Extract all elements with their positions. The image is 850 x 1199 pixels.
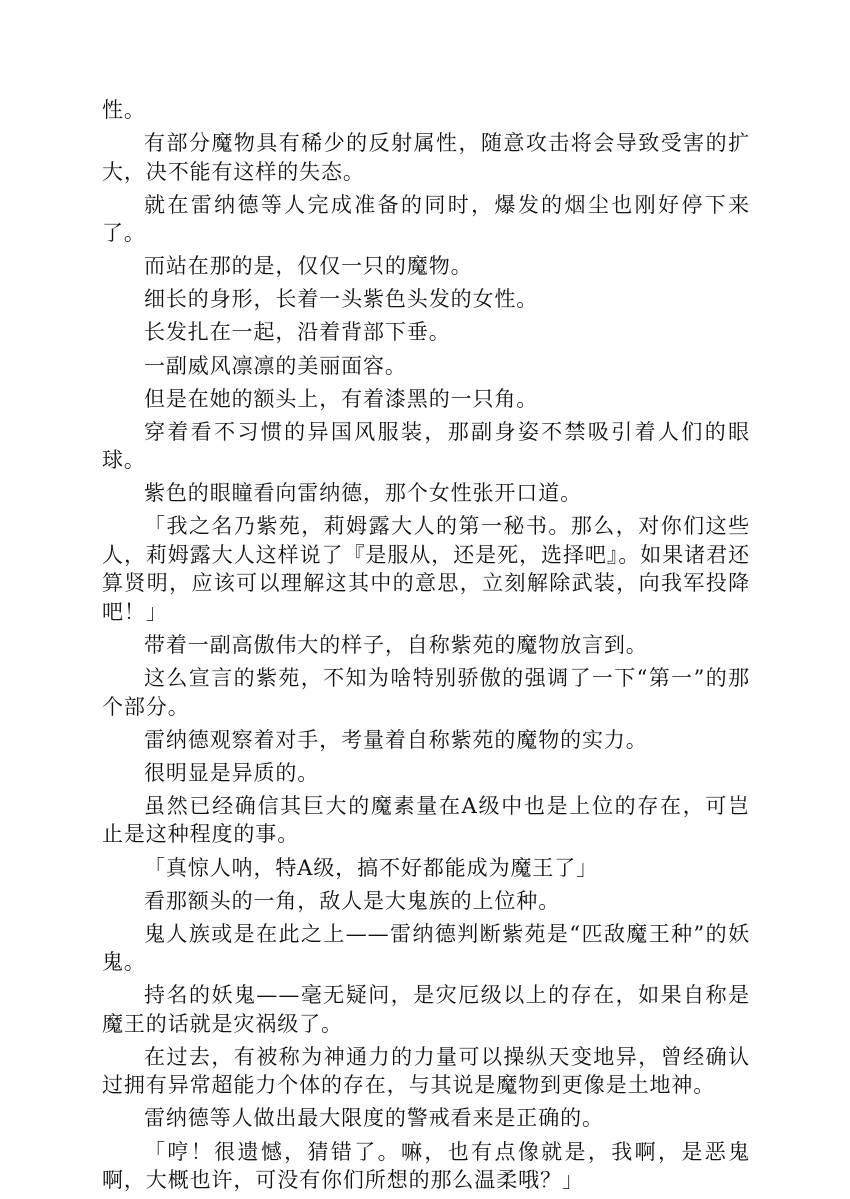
paragraph: 雷纳德观察着对手，考量着自称紫苑的魔物的实力。 (144, 727, 648, 752)
paragraph: 但是在她的额头上，有着漆黑的一只角。 (144, 386, 539, 411)
dialogue-paragraph: 「我之名乃紫苑，莉姆露大人的第一秘书。那么，对你们这些人，莉姆露大人这样说了『是服从，还是死，选择吧』。如果诸君还算贤明，应该可以理解这其中的意思，立刻解除武装，向我军投降吧！」 (102, 514, 750, 624)
paragraph: 雷纳德等人做出最大限度的警戒看来是正确的。 (144, 1106, 604, 1131)
paragraph: 虽然已经确信其巨大的魔素量在A级中也是上位的存在，可岂止是这种程度的事。 (102, 793, 750, 847)
paragraph: 持名的妖鬼——毫无疑问，是灾厄级以上的存在，如果自称是魔王的话就是灾祸级了。 (102, 983, 750, 1036)
paragraph: 就在雷纳德等人完成准备的同时，爆发的烟尘也刚好停下来了。 (102, 192, 750, 246)
dialogue-paragraph: 「真惊人呐，特A级，搞不好都能成为魔王了」 (144, 855, 599, 880)
paragraph: 紫色的眼瞳看向雷纳德，那个女性张开口道。 (144, 481, 582, 506)
document-page (102, 96, 750, 1199)
paragraph: 一副威风凛凛的美丽面容。 (144, 353, 407, 378)
paragraph: 鬼人族或是在此之上——雷纳德判断紫苑是“匹敌魔王种”的妖鬼。 (102, 921, 750, 975)
paragraph: 看那额头的一角，敌人是大鬼族的上位种。 (144, 888, 561, 913)
paragraph: 穿着看不习惯的异国风服装，那副身姿不禁吸引着人们的眼球。 (102, 419, 750, 473)
paragraph: 细长的身形，长着一头紫色头发的女性。 (144, 287, 539, 312)
dialogue-paragraph: 「哼！很遗憾，猜错了。嘛，也有点像就是，我啊，是恶鬼啊，大概也许，可没有你们所想的那么温柔哦？」 (102, 1139, 750, 1193)
paragraph: 这么宣言的紫苑，不知为啥特别骄傲的强调了一下“第一”的那个部分。 (102, 666, 750, 719)
paragraph: 长发扎在一起，沿着背部下垂。 (144, 320, 451, 345)
paragraph: 在过去，有被称为神通力的力量可以操纵天变地异，曾经确认过拥有异常超能力个体的存在，与其说是魔物到更像是土地神。 (102, 1044, 750, 1098)
paragraph: 带着一副高傲伟大的样子，自称紫苑的魔物放言到。 (144, 633, 648, 658)
paragraph: 很明显是异质的。 (144, 760, 320, 785)
paragraph: 有部分魔物具有稀少的反射属性，随意攻击将会导致受害的扩大，决不能有这样的失态。 (102, 131, 750, 184)
paragraph: 而站在那的是，仅仅一只的魔物。 (144, 254, 473, 279)
paragraph: 性。 (102, 98, 146, 122)
